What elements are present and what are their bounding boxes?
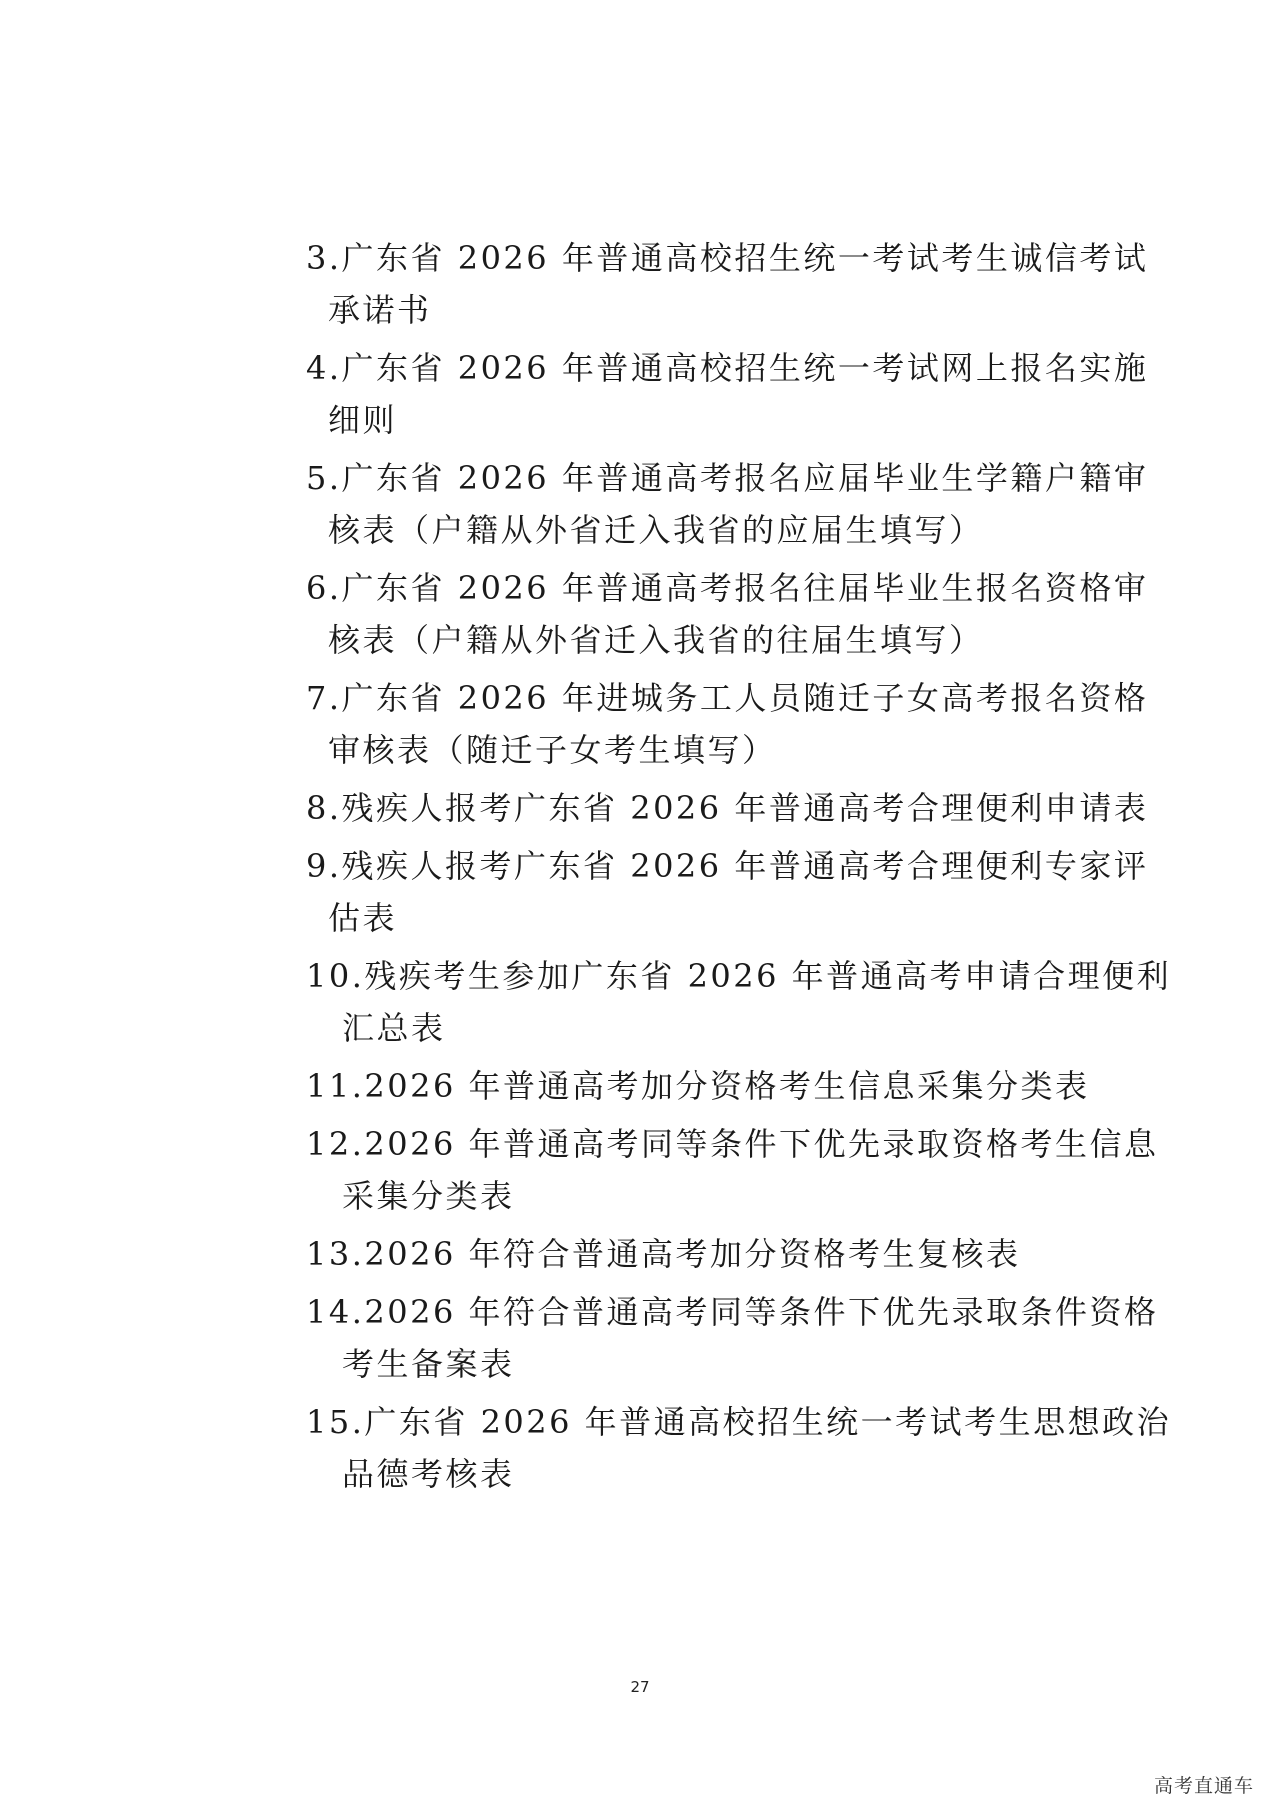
watermark: 高考直通车	[1153, 1775, 1254, 1797]
list-item	[306, 1286, 1159, 1390]
item-line: 8.残疾人报考广东省 2026 年普通高考合理便利申请表	[306, 789, 1149, 827]
list-item	[306, 452, 1149, 556]
item-line: 3.广东省 2026 年普通高校招生统一考试考生诚信考试	[306, 239, 1149, 277]
item-line: 10.残疾考生参加广东省 2026 年普通高考申请合理便利	[306, 957, 1172, 995]
page-number: 27	[630, 1678, 650, 1696]
item-line: 15.广东省 2026 年普通高校招生统一考试考生思想政治	[306, 1403, 1172, 1441]
item-line-continued: 审核表（随迁子女考生填写）	[328, 731, 777, 769]
item-line-continued: 核表（户籍从外省迁入我省的往届生填写）	[328, 621, 984, 659]
item-line: 12.2026 年普通高考同等条件下优先录取资格考生信息	[306, 1125, 1159, 1163]
item-line-continued: 考生备案表	[342, 1345, 515, 1383]
attachment-list	[306, 232, 1172, 1506]
list-item	[306, 562, 1149, 666]
item-line-continued: 采集分类表	[342, 1177, 515, 1215]
item-line: 13.2026 年符合普通高考加分资格考生复核表	[306, 1235, 1021, 1273]
item-line: 7.广东省 2026 年进城务工人员随迁子女高考报名资格	[306, 679, 1149, 717]
item-line: 4.广东省 2026 年普通高校招生统一考试网上报名实施	[306, 349, 1149, 387]
item-line: 5.广东省 2026 年普通高考报名应届毕业生学籍户籍审	[306, 459, 1149, 497]
item-line: 6.广东省 2026 年普通高考报名往届毕业生报名资格审	[306, 569, 1149, 607]
item-line-continued: 细则	[328, 401, 398, 439]
list-item	[306, 1060, 1126, 1112]
item-line: 9.残疾人报考广东省 2026 年普通高考合理便利专家评	[306, 847, 1149, 885]
item-line: 11.2026 年普通高考加分资格考生信息采集分类表	[306, 1067, 1090, 1105]
list-item	[306, 840, 1149, 944]
item-line-continued: 汇总表	[342, 1009, 446, 1047]
item-line-continued: 承诺书	[328, 291, 432, 329]
item-line-continued: 核表（户籍从外省迁入我省的应届生填写）	[328, 511, 984, 549]
item-line-continued: 估表	[328, 899, 398, 937]
item-line: 14.2026 年符合普通高考同等条件下优先录取条件资格	[306, 1293, 1159, 1331]
item-line-continued: 品德考核表	[342, 1455, 515, 1493]
list-item	[306, 1228, 1126, 1280]
list-item	[306, 950, 1172, 1054]
list-item	[306, 672, 1149, 776]
list-item	[306, 1396, 1172, 1500]
list-item	[306, 232, 1149, 336]
list-item	[306, 1118, 1159, 1222]
list-item	[306, 782, 1149, 834]
list-item	[306, 342, 1149, 446]
